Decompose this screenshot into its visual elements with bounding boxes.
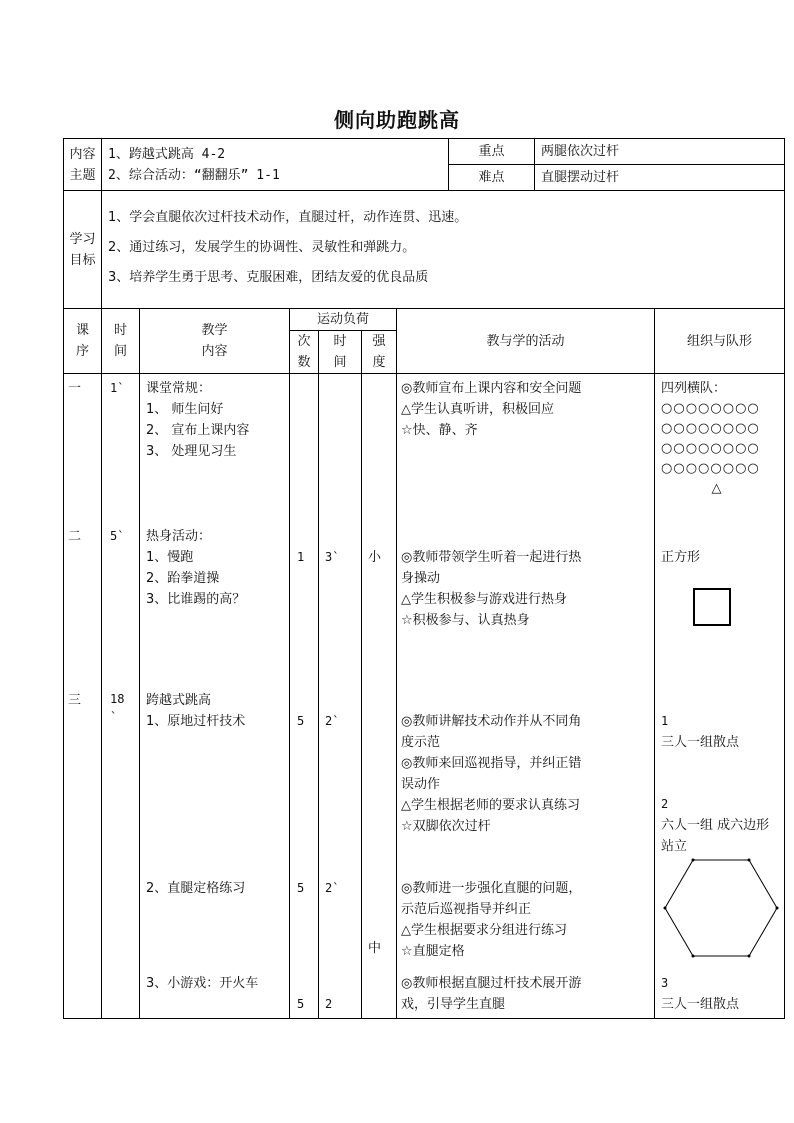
goal-item: 2、通过练习，发展学生的协调性、灵敏性和弹跳力。 [108, 240, 416, 255]
difficulty-value: 直腿摆动过杆 [535, 165, 785, 191]
lesson-plan-table [63, 138, 785, 1019]
activity-column [397, 374, 655, 1019]
section-order-2: 二 [68, 529, 82, 544]
section-activity-1: ◎教师宣布上课内容和安全问题 △学生认真听讲，积极回应 ☆快、静、齐 [401, 381, 582, 438]
section-content-3-title: 跨越式跳高 [146, 693, 212, 708]
four-row-formation [661, 399, 773, 499]
student-circle-row: ○○○○○○○○ [661, 461, 760, 476]
org-text: 三人一组散点 [661, 997, 740, 1012]
duration-column [319, 374, 362, 1019]
duration-value: 2` [325, 714, 340, 728]
header-load: 运动负荷 [290, 309, 397, 331]
section-time-2: 5` [110, 529, 125, 543]
student-circle-row: ○○○○○○○○ [661, 401, 760, 416]
section-content-2: 热身活动： 1、慢跑 2、跆拳道操 3、比谁踢的高？ [146, 529, 246, 607]
header-order: 课 序 [64, 309, 102, 374]
duration-value: 3` [325, 550, 340, 564]
goals-label: 学习 目标 [64, 191, 102, 309]
time-column [102, 374, 140, 1019]
intensity-column [362, 374, 397, 1019]
section-item-name: 2、直腿定格练习 [146, 881, 246, 896]
section-order-1: 一 [68, 381, 82, 396]
content-column [140, 374, 290, 1019]
content-line-1: 1、跨越式跳高 4-2 [108, 146, 226, 162]
section-activity-2: ◎教师带领学生听着一起进行热 身操动 △学生积极参与游戏进行热身 ☆积极参与、认真热身 [401, 550, 582, 628]
focus-label: 重点 [449, 139, 535, 165]
header-duration: 时 间 [319, 331, 362, 374]
org-number: 3 [661, 976, 669, 990]
content-line-2: 2、综合活动：“翻翻乐” 1-1 [108, 167, 280, 183]
square-formation-icon [655, 570, 731, 626]
header-count: 次 数 [290, 331, 319, 374]
section-time-3: 18 ` [110, 692, 125, 724]
section-activity-3a: ◎教师讲解技术动作并从不同角 度示范 ◎教师来回巡视指导，并纠正错 误动作 △学生根据老师的要求认真练习 ☆双脚依次过杆 [401, 714, 582, 834]
duration-value: 2` [325, 881, 340, 895]
goal-item: 3、培养学生勇于思考、克服困难，团结友爱的优良品质 [108, 270, 429, 285]
section-activity-3c: ◎教师根据直腿过杆技术展开游 戏，引导学生直腿 [401, 976, 582, 1012]
section-item-name: 3、小游戏：开火车 [146, 976, 259, 991]
content-topics [102, 139, 449, 191]
content-label: 内容 主题 [64, 139, 102, 191]
goal-item: 1、学会直腿依次过杆技术动作，直腿过杆，动作连贯、迅速。 [108, 210, 468, 225]
teacher-triangle-icon: △ [711, 481, 723, 496]
order-column [64, 374, 102, 1019]
header-content: 教学 内容 [140, 309, 290, 374]
section-time-1: 1` [110, 381, 125, 395]
intensity-value: 中 [368, 941, 382, 956]
organization-column [655, 374, 785, 1019]
header-intensity: 强 度 [362, 331, 397, 374]
student-circle-row: ○○○○○○○○ [661, 441, 760, 456]
header-activity: 教与学的活动 [397, 309, 655, 374]
student-circle-row: ○○○○○○○○ [661, 421, 760, 436]
difficulty-label: 难点 [449, 165, 535, 191]
page-title: 侧向助跑跳高 [334, 108, 460, 132]
focus-value: 两腿依次过杆 [535, 139, 785, 165]
section-activity-3b: ◎教师进一步强化直腿的问题， 示范后巡视指导并纠正 △学生根据要求分组进行练习 ☆直腿定格 [401, 881, 582, 959]
org-text: 三人一组散点 [661, 735, 740, 750]
org-number: 2 [661, 797, 669, 811]
count-column [290, 374, 319, 1019]
count-value: 5 [297, 714, 305, 728]
org-number: 1 [661, 714, 669, 728]
header-organization: 组织与队形 [655, 309, 785, 374]
count-value: 1 [297, 550, 305, 564]
section-item-name: 1、原地过杆技术 [146, 714, 246, 729]
section-content-1: 课堂常规： 1、 师生问好 2、 宣布上课内容 3、 处理见习生 [146, 381, 250, 459]
section-order-3: 三 [68, 693, 82, 708]
goals-list [102, 191, 785, 309]
four-row-formation-label: 四列横队： [661, 381, 727, 396]
intensity-value: 小 [368, 550, 382, 565]
header-time: 时 间 [102, 309, 140, 374]
count-value: 5 [297, 997, 305, 1011]
duration-value: 2 [325, 997, 333, 1011]
org-text: 六人一组 成六边形 站立 [661, 818, 770, 854]
count-value: 5 [297, 881, 305, 895]
hexagon-formation-icon [663, 858, 779, 958]
square-formation-label: 正方形 [661, 550, 701, 565]
